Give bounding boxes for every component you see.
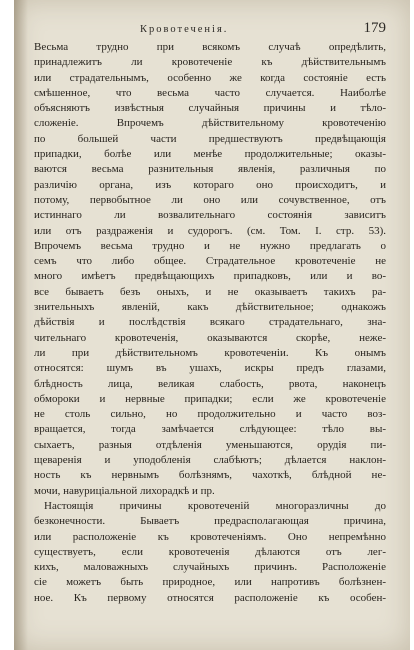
text-line: или страдательнымъ, особенно же когда состояніе есть [34,71,386,84]
text-line: ли при дѣйствительномъ кровотеченіи. Къ онымъ [34,346,386,359]
text-line: сложеніе. Впрочемъ дѣйствительному кровотеченію [34,117,386,130]
text-line: мочи, навуриціальной лихорадкѣ и пр. [34,484,215,497]
text-line: знительныхъ явленій, какъ дѣйствительное; однакожъ [34,301,386,314]
text-line: вращается, тогда замѣчается слѣдующее: тѣло вы- [34,423,386,436]
text-line: относятся: шумъ въ ушахъ, искры предъ глазами, [34,362,386,375]
text-line: потому, первобытное ли оно или сочувственное, отъ [34,193,386,206]
text-line: ность къ нервнымъ болѣзнямъ, чахоткѣ, блѣдной не- [34,469,386,482]
text-line: блѣдность лица, великая слабость, рвота, наконецъ [34,377,386,390]
text-line: щеваренія и уподобленія слабѣютъ; дѣлается наклон- [34,454,386,467]
text-line: чительнаго кровотеченія, оказываются скорѣе, нежe- [34,331,386,344]
book-page [14,0,410,650]
text-line: Настоящія причины кровотеченій многоразличны до [44,499,386,512]
page-text [34,40,386,606]
text-line: различію органа, изъ котораго оно происходитъ, и [34,178,386,191]
page-number: 179 [363,20,386,36]
text-line: припадки, болѣе или менѣе продолжительные; оказы- [34,148,386,161]
text-line: ное. Къ первому относятся расположеніе къ особен- [34,591,386,604]
text-line: все бываетъ безъ оныхъ, и не оказываетъ такихъ ра- [34,285,386,298]
text-line: объясняютъ извѣстныя случайныя причины и тѣло- [34,102,386,115]
text-line: или расположеніе къ кровотеченіямъ. Оно непремѣнно [34,530,386,543]
text-line: истиннаго ли возвалительнаго состоянія зависитъ [34,209,386,222]
text-line: много имѣетъ предвѣщающихъ припадковъ, или и во- [34,270,386,283]
text-line: семъ что либо общее. Страдательное кровотеченіе не [34,255,386,268]
text-line: не столь сильно, но продолжительно и часто воз- [34,408,386,421]
text-line: смѣшенное, что весьма часто случается. Наиболѣе [34,86,386,99]
text-line: кихъ, маловажныхъ случайныхъ причинъ. Расположеніе [34,561,386,574]
text-line: безконечности. Бываетъ предрасполагающая причина, [34,515,386,528]
text-line: или отъ раздраженія и судорогъ. (см. Том. I. стр. 53). [34,224,386,237]
text-line: по большей части предшествуютъ предвѣщающія [34,132,386,145]
page-header [14,20,410,40]
text-line: существуетъ, если кровотеченія дѣлаются отъ лег- [34,545,386,558]
text-line: ваются весьма разнительныя явленія, различныя по [34,163,386,176]
text-line: обмороки и нервные припадки; если же кровотеченіе [34,392,386,405]
text-line: сыхаетъ, разныя отдѣленія уменьшаются, орудія пи- [34,438,386,451]
text-line: сіе можетъ быть природное, или напротивъ болѣзнен- [34,576,386,589]
text-line: дѣйствія и послѣдствія всякаго страдательнаго, зна- [34,316,386,329]
text-line: Весьма трудно при всякомъ случаѣ опредѣлить, [34,41,386,53]
running-title: Кровотеченія. [140,24,229,35]
text-line: принадлежитъ ли кровотеченіе къ дѣйствительнымъ [34,56,386,69]
text-line: Впрочемъ весьма трудно и не нужно предлагать о [34,239,386,252]
